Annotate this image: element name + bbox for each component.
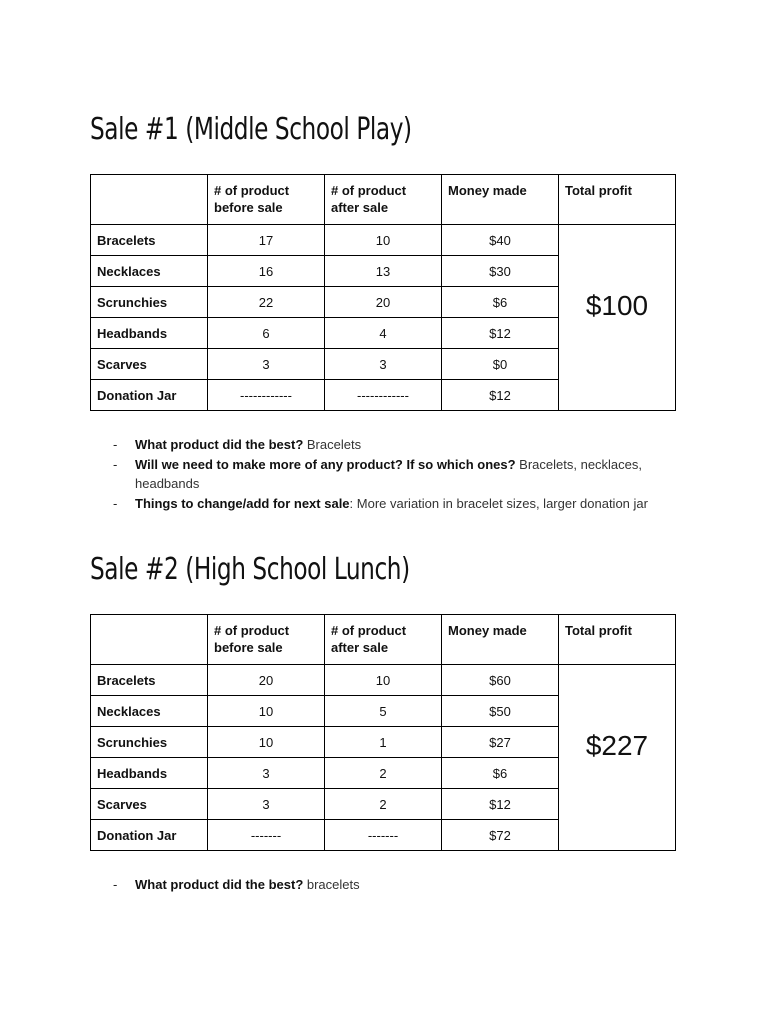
money-made-value: $6 [442,758,559,789]
after-sale-value: 2 [325,758,442,789]
row-label: Scarves [91,349,208,380]
row-label: Scrunchies [91,287,208,318]
after-sale-value: ------- [325,820,442,851]
money-made-value: $6 [442,287,559,318]
before-sale-value: 3 [208,758,325,789]
after-sale-value: 5 [325,696,442,727]
after-sale-value: 13 [325,256,442,287]
note-question: What product did the best? [135,437,304,452]
money-made-value: $27 [442,727,559,758]
before-sale-value: 17 [208,225,325,256]
row-label: Bracelets [91,225,208,256]
before-sale-value: 10 [208,696,325,727]
header-before-sale: # of product before sale [208,175,325,225]
sale-2-title: Sale #2 (High School Lunch) [90,552,410,587]
row-label: Necklaces [91,696,208,727]
money-made-value: $12 [442,318,559,349]
note-answer: Bracelets, necklaces, headbands [135,456,643,491]
row-label: Headbands [91,758,208,789]
row-label: Scrunchies [91,727,208,758]
before-sale-value: 22 [208,287,325,318]
row-label: Bracelets [91,665,208,696]
table-row [91,225,676,256]
after-sale-value: 3 [325,349,442,380]
before-sale-value: ------------ [208,380,325,411]
row-label: Necklaces [91,256,208,287]
note-question: What product did the best? [135,877,304,892]
after-sale-value: 4 [325,318,442,349]
before-sale-value: 16 [208,256,325,287]
row-label: Headbands [91,318,208,349]
row-label: Donation Jar [91,820,208,851]
note-question: Will we need to make more of any product? If so which ones? [135,456,516,472]
total-profit-value: $227 [559,665,676,851]
money-made-value: $12 [442,789,559,820]
money-made-value: $72 [442,820,559,851]
header-empty-cell [91,615,208,665]
before-sale-value: 6 [208,318,325,349]
before-sale-value: ------- [208,820,325,851]
money-made-value: $12 [442,380,559,411]
money-made-value: $60 [442,665,559,696]
list-item [113,494,683,514]
header-money-made: Money made [442,175,559,225]
header-after-sale: # of product after sale [325,175,442,225]
before-sale-value: 20 [208,665,325,696]
money-made-value: $30 [442,256,559,287]
after-sale-value: 20 [325,287,442,318]
after-sale-value: ------------ [325,380,442,411]
sale-1-table [90,174,676,411]
header-empty-cell [91,175,208,225]
money-made-value: $40 [442,225,559,256]
after-sale-value: 1 [325,727,442,758]
before-sale-value: 3 [208,349,325,380]
list-item [113,875,683,895]
table-header-row [91,615,676,665]
money-made-value: $50 [442,696,559,727]
total-profit-value: $100 [559,225,676,411]
sale-2-notes [113,875,683,895]
after-sale-value: 2 [325,789,442,820]
header-after-sale: # of product after sale [325,615,442,665]
note-answer: : More variation in bracelet sizes, larger donation jar [349,495,648,511]
money-made-value: $0 [442,349,559,380]
header-money-made: Money made [442,615,559,665]
bullet-dash: - [113,437,118,452]
bullet-dash: - [113,495,118,511]
header-before-sale: # of product before sale [208,615,325,665]
sale-2-table [90,614,676,851]
sale-1-title: Sale #1 (Middle School Play) [90,112,412,147]
table-row [91,665,676,696]
list-item [113,435,683,455]
note-question: Things to change/add for next sale [135,495,350,511]
bullet-dash: - [113,877,118,892]
sale-1-notes [113,435,683,513]
table-header-row [91,175,676,225]
header-total-profit: Total profit [559,615,676,665]
row-label: Scarves [91,789,208,820]
note-answer: bracelets [303,877,360,892]
before-sale-value: 10 [208,727,325,758]
row-label: Donation Jar [91,380,208,411]
after-sale-value: 10 [325,665,442,696]
header-total-profit: Total profit [559,175,676,225]
after-sale-value: 10 [325,225,442,256]
bullet-dash: - [113,456,118,472]
before-sale-value: 3 [208,789,325,820]
note-answer: Bracelets [303,437,362,452]
list-item [113,455,683,494]
